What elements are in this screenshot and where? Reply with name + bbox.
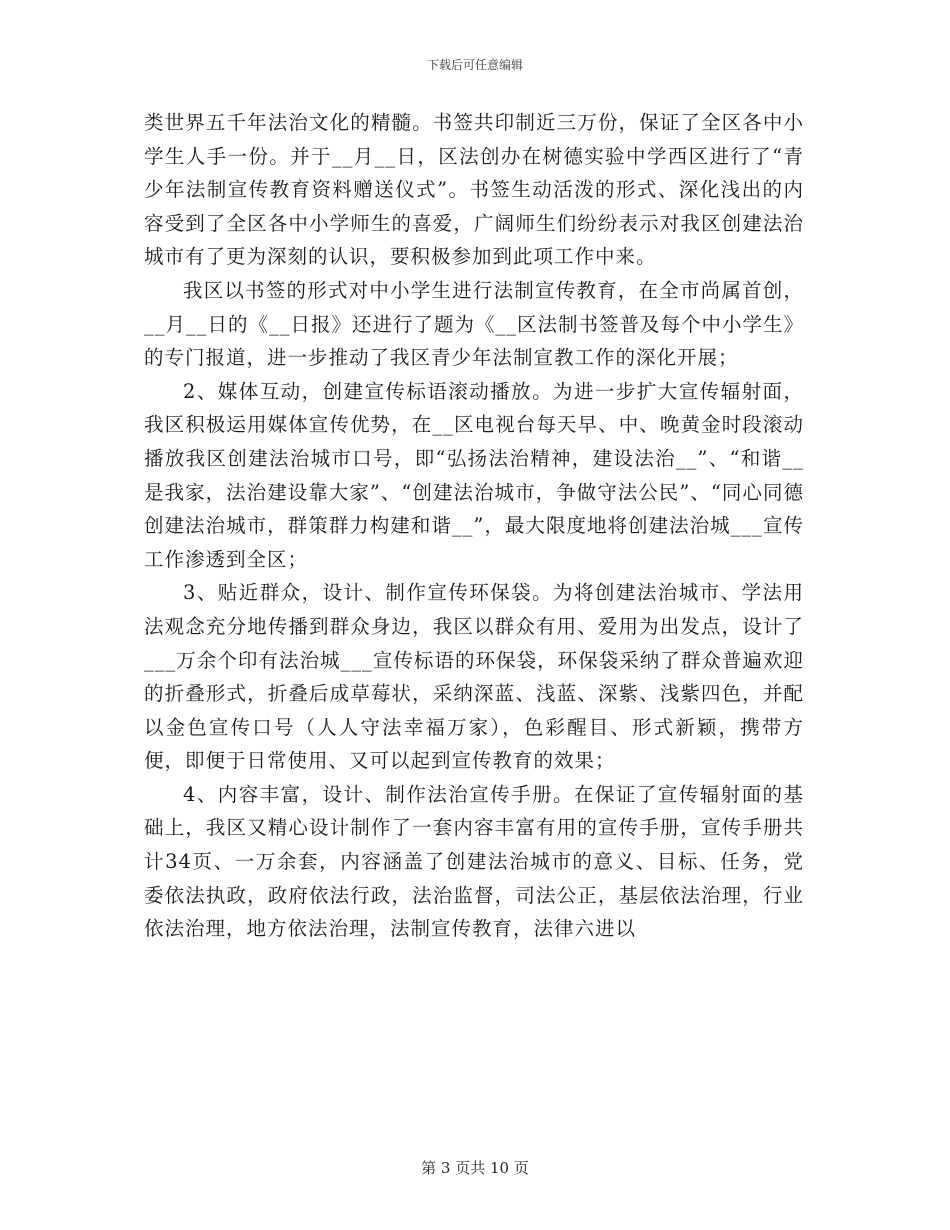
page-footer: 第 3 页共 10 页 — [421, 1159, 529, 1177]
paragraph: 类世界五千年法治文化的精髓。书签共印制近三万份，保证了全区各中小学生人手一份。并于__月__日，区法创办在树德实验中学西区进行了“青少年法制宣传教育资料赠送仪式”。书签生动活泼的形式、深化浅出的内容受到了全区各中小学师生的喜爱，广阔师生们纷纷表示对我区创建法治城市有了更为深刻的认识，要积极参加到此项工作中来。 — [144, 111, 804, 269]
paragraph: 2、媒体互动，创建宣传标语滚动播放。为进一步扩大宣传辐射面，我区积极运用媒体宣传优势，在__区电视台每天早、中、晚黄金时段滚动播放我区创建法治城市口号，即“弘扬法治精神，建设法治__”、“和谐__是我家，法治建设靠大家”、“创建法治城市，争做守法公民”、“同心同德创建法治城市，群策群力构建和谐__”，最大限度地将创建法治城___宣传工作渗透到全区； — [144, 379, 804, 571]
document-body — [144, 106, 804, 946]
paragraph: 4、内容丰富，设计、制作法治宣传手册。在保证了宣传辐射面的基础上，我区又精心设计制作了一套内容丰富有用的宣传手册，宣传手册共计34页、一万余套，内容涵盖了创建法治城市的意义、目标、任务，党委依法执政，政府依法行政，法治监督，司法公正，基层依法治理，行业依法治理，地方依法治理，法制宣传教育，法律六进以 — [144, 782, 804, 941]
paragraph: 3、贴近群众，设计、制作宣传环保袋。为将创建法治城市、学法用法观念充分地传播到群众身边，我区以群众有用、爱用为出发点，设计了___万余个印有法治城___宣传标语的环保袋，环保袋采纳了群众普遍欢迎的折叠形式，折叠后成草莓状，采纳深蓝、浅蓝、深紫、浅紫四色，并配以金色宣传口号（人人守法幸福万家），色彩醒目、形式新颖，携带方便，即便于日常使用、又可以起到宣传教育的效果； — [144, 581, 804, 773]
paragraph: 我区以书签的形式对中小学生进行法制宣传教育，在全市尚属首创，__月__日的《__日报》还进行了题为《__区法制书签普及每个中小学生》的专门报道，进一步推动了我区青少年法制宣教工作的深化开展； — [144, 278, 805, 370]
page-header: 下载后可任意编辑 — [426, 58, 523, 72]
